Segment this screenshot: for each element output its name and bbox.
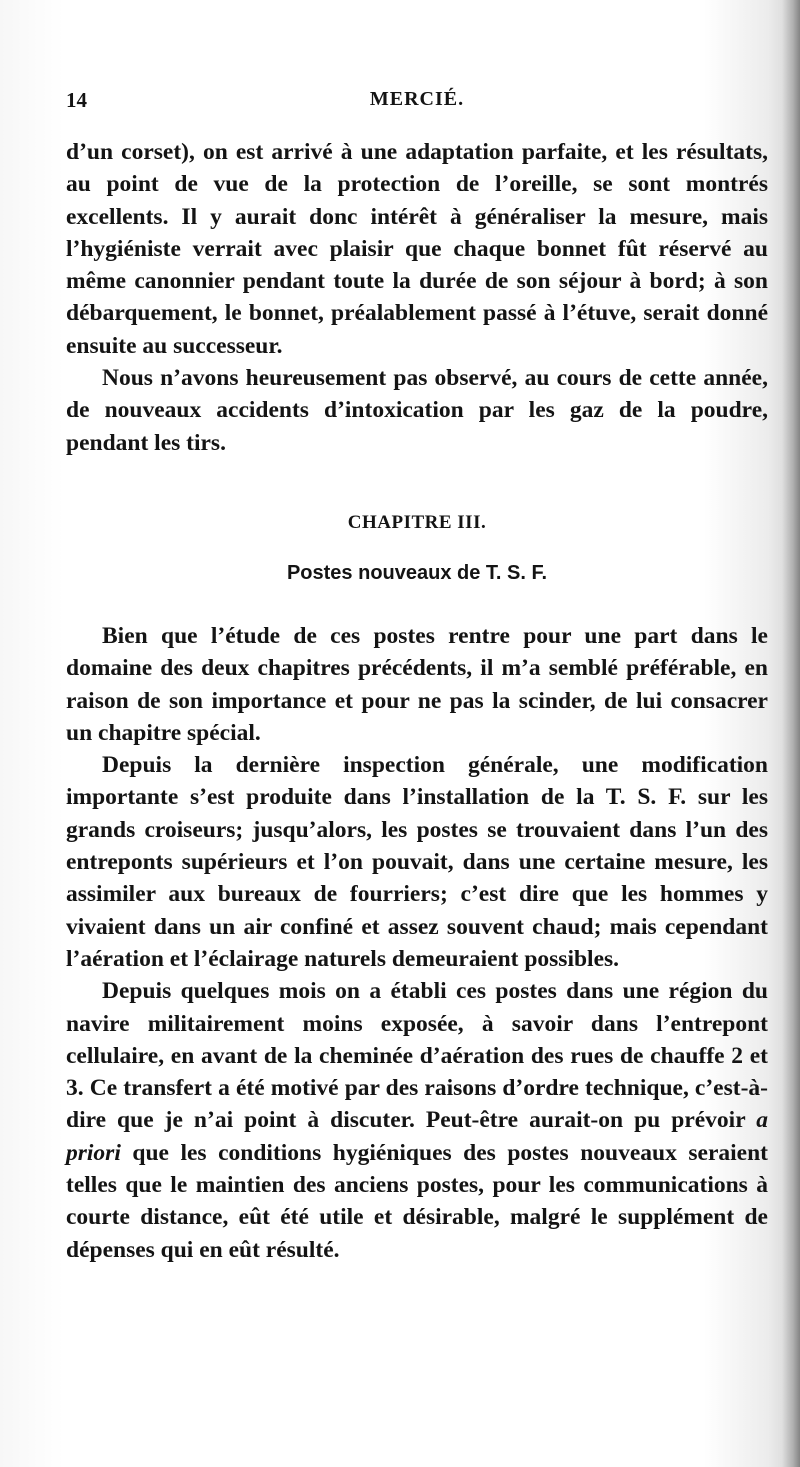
body-text-continuation	[66, 136, 768, 459]
running-head	[66, 88, 768, 118]
chapter-body-text	[66, 620, 768, 1266]
chapter-heading: CHAPITRE III.	[347, 512, 487, 533]
italic-phrase: a priori	[66, 1107, 768, 1166]
chapter-subtitle: Postes nouveaux de T. S. F.	[286, 562, 548, 584]
page-number: 14	[66, 88, 87, 112]
running-title: MERCIÉ.	[369, 88, 465, 110]
paragraph-intro: Bien que l’étude de ces postes rentre pour une part dans le domaine des deux chapitres précédents, il m’a semblé préférable, en raison de son importance et pour ne pas la scinder, de lui consacrer un chapitre spécial.	[66, 623, 768, 746]
paragraph-intoxication: Nous n’avons heureusement pas observé, au cours de cette année, de nouveaux accidents d’intoxication par les gaz de la poudre, pendant les tirs.	[66, 365, 768, 456]
paragraph-transfer-part-1: Depuis quelques mois on a établi ces postes dans une région du navire militairement moins exposée, à savoir dans l’entrepont cellulaire, en avant de la cheminée d’aération des rues de chauffe 2 et 3. Ce transfert a été motivé par des raisons d’ordre technique, c’est-à-dire que je n’ai point à discuter. Peut-être aurait-on pu prévoir	[66, 978, 768, 1134]
page-edge-shadow	[782, 0, 800, 1467]
paragraph-modification: Depuis la dernière inspection générale, une modification importante s’est produite dans l’installation de la T. S. F. sur les grands croiseurs; jusqu’alors, les postes se trouvaient dans l’un des entreponts supérieurs et l’on pouvait, dans une certaine mesure, les assimiler aux bureaux de fourriers; c’est dire que les hommes y vivaient dans un air confiné et assez souvent chaud; mais cependant l’aération et l’éclairage naturels demeuraient possibles.	[66, 752, 768, 972]
paragraph-transfer	[66, 975, 768, 1266]
paragraph-transfer-part-2: que les conditions hygiéniques des postes nouveaux seraient telles que le maintien des anciens postes, pour les communications à courte distance, eût été utile et désirable, malgré le supplément de dépenses qui en eût résulté.	[66, 1139, 768, 1263]
paragraph-continued: d’un corset), on est arrivé à une adaptation parfaite, et les résultats, au point de vue de la protection de l’oreille, se sont montrés excellents. Il y aurait donc intérêt à généraliser la mesure, mais l’hygiéniste verrait avec plaisir que chaque bonnet fût réservé au même canonnier pendant toute la durée de son séjour à bord; à son débarquement, le bonnet, préalablement passé à l’étuve, serait donné ensuite au successeur.	[66, 139, 768, 359]
